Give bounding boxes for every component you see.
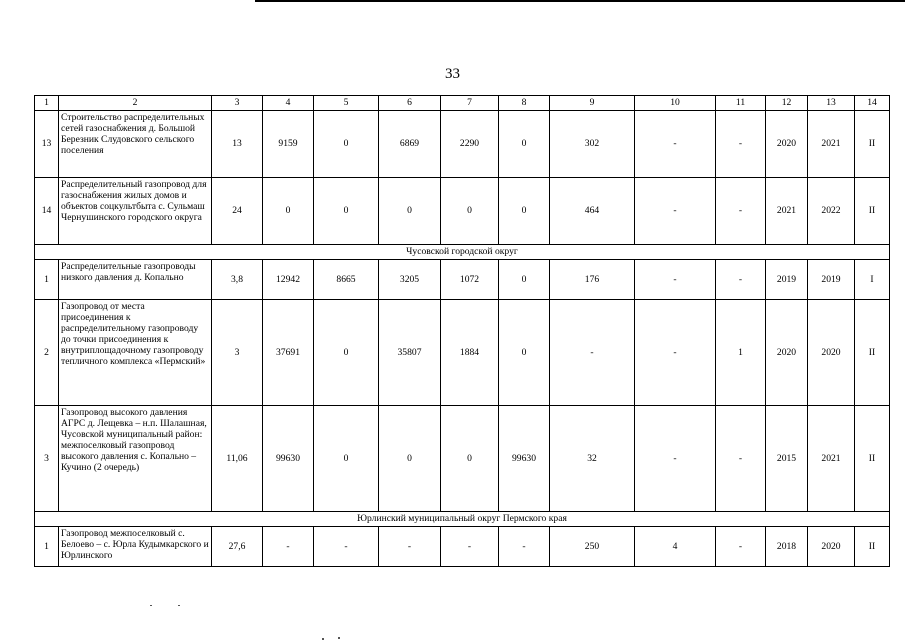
table-cell: II [855, 300, 890, 406]
header-cell: 3 [212, 96, 263, 111]
table-cell: - [635, 406, 716, 512]
table-cell: 0 [263, 178, 314, 245]
table-cell: 9159 [263, 111, 314, 178]
table-cell: 2290 [441, 111, 499, 178]
header-cell: 14 [855, 96, 890, 111]
table-cell: 0 [314, 300, 379, 406]
table-cell: 2019 [808, 260, 855, 300]
table-cell: 1 [35, 260, 59, 300]
header-cell: 4 [263, 96, 314, 111]
table-cell: II [855, 527, 890, 567]
table-row [35, 260, 890, 300]
table-cell: 0 [441, 406, 499, 512]
table-cell: 99630 [263, 406, 314, 512]
table-cell: - [499, 527, 550, 567]
table-cell: 464 [550, 178, 635, 245]
object-name-cell: Распределительные газопроводы низкого давления д. Копально [59, 260, 212, 300]
table-cell: 1884 [441, 300, 499, 406]
table-cell: - [379, 527, 441, 567]
table-cell: 2015 [766, 406, 808, 512]
table-cell: 2021 [808, 406, 855, 512]
table-cell: 250 [550, 527, 635, 567]
header-cell: 6 [379, 96, 441, 111]
header-cell: 8 [499, 96, 550, 111]
table-row [35, 178, 890, 245]
table-cell: 6869 [379, 111, 441, 178]
table-cell: 3 [212, 300, 263, 406]
table-cell: 3205 [379, 260, 441, 300]
table-cell: 13 [35, 111, 59, 178]
table-cell: - [716, 260, 766, 300]
header-cell: 1 [35, 96, 59, 111]
table-row [35, 111, 890, 178]
table-cell: II [855, 178, 890, 245]
object-name-cell: Распределительный газопровод для газоснабжения жилых домов и объектов соцкультбыта с. Сульмаш Чернушинского городского округа [59, 178, 212, 245]
table-cell: - [716, 527, 766, 567]
table-cell: 24 [212, 178, 263, 245]
table-cell: 2020 [808, 300, 855, 406]
scan-speck [150, 605, 152, 606]
table-cell: 35807 [379, 300, 441, 406]
table-row [35, 406, 890, 512]
section-title: Юрлинский муниципальный округ Пермского края [35, 512, 890, 527]
table-cell: 8665 [314, 260, 379, 300]
table-cell: 3,8 [212, 260, 263, 300]
table-row [35, 527, 890, 567]
table-cell: 0 [379, 406, 441, 512]
header-row [35, 96, 890, 111]
table-cell: 0 [499, 178, 550, 245]
table-cell: 3 [35, 406, 59, 512]
table-cell: 2018 [766, 527, 808, 567]
scan-speck [178, 605, 180, 606]
table-cell: - [635, 178, 716, 245]
table-cell: 0 [441, 178, 499, 245]
table-cell: - [716, 111, 766, 178]
table-cell: 37691 [263, 300, 314, 406]
table-cell: 12942 [263, 260, 314, 300]
table-cell: 0 [379, 178, 441, 245]
table-cell: 176 [550, 260, 635, 300]
table-cell: - [716, 406, 766, 512]
header-cell: 7 [441, 96, 499, 111]
header-cell: 5 [314, 96, 379, 111]
table-cell: 4 [635, 527, 716, 567]
table-cell: - [550, 300, 635, 406]
table-cell: 2021 [808, 111, 855, 178]
table-cell: 14 [35, 178, 59, 245]
section-title: Чусовской городской округ [35, 245, 890, 260]
section-row [35, 245, 890, 260]
section-row [35, 512, 890, 527]
header-cell: 9 [550, 96, 635, 111]
table-row [35, 300, 890, 406]
table-cell: 27,6 [212, 527, 263, 567]
table-cell: - [716, 178, 766, 245]
object-name-cell: Строительство распределительных сетей газоснабжения д. Большой Березник Слудовского сельского поселения [59, 111, 212, 178]
header-cell: 12 [766, 96, 808, 111]
table-cell: - [314, 527, 379, 567]
header-cell: 13 [808, 96, 855, 111]
scan-speck [338, 637, 340, 639]
table-cell: 0 [499, 300, 550, 406]
table-cell: - [635, 260, 716, 300]
table-cell: 2020 [766, 300, 808, 406]
table-cell: 2020 [766, 111, 808, 178]
table-cell: 2022 [808, 178, 855, 245]
table-cell: 1 [35, 527, 59, 567]
table-cell: II [855, 406, 890, 512]
table-cell: 13 [212, 111, 263, 178]
table-cell: - [635, 300, 716, 406]
table-cell: - [263, 527, 314, 567]
gas-pipeline-table [34, 95, 890, 567]
table-cell: 0 [314, 178, 379, 245]
table-cell: 32 [550, 406, 635, 512]
table-cell: 1072 [441, 260, 499, 300]
table-cell: II [855, 111, 890, 178]
table-cell: - [635, 111, 716, 178]
object-name-cell: Газопровод высокого давления АГРС д. Лещевка – н.п. Шалашная, Чусовской муниципальный район: межпоселковый газопровод высокого давления с. Копально – Кучино (2 очередь) [59, 406, 212, 512]
table-cell: 0 [314, 406, 379, 512]
header-cell: 2 [59, 96, 212, 111]
table-cell: 99630 [499, 406, 550, 512]
table-cell: 302 [550, 111, 635, 178]
page-top-rule [255, 0, 905, 2]
table-cell: 11,06 [212, 406, 263, 512]
table-cell: 0 [499, 260, 550, 300]
table-cell: 2019 [766, 260, 808, 300]
table-cell: - [441, 527, 499, 567]
page-number: 33 [445, 66, 460, 82]
header-cell: 10 [635, 96, 716, 111]
table-cell: 0 [314, 111, 379, 178]
table-cell: 2020 [808, 527, 855, 567]
object-name-cell: Газопровод межпоселковый с. Белоево – с. Юрла Кудымкарского и Юрлинского [59, 527, 212, 567]
table-cell: 1 [716, 300, 766, 406]
table-cell: I [855, 260, 890, 300]
table-cell: 2021 [766, 178, 808, 245]
object-name-cell: Газопровод от места присоединения к распределительному газопроводу до точки присоединения к внутриплощадочному газопроводу тепличного комплекса «Пермский» [59, 300, 212, 406]
table-cell: 2 [35, 300, 59, 406]
header-cell: 11 [716, 96, 766, 111]
table-cell: 0 [499, 111, 550, 178]
